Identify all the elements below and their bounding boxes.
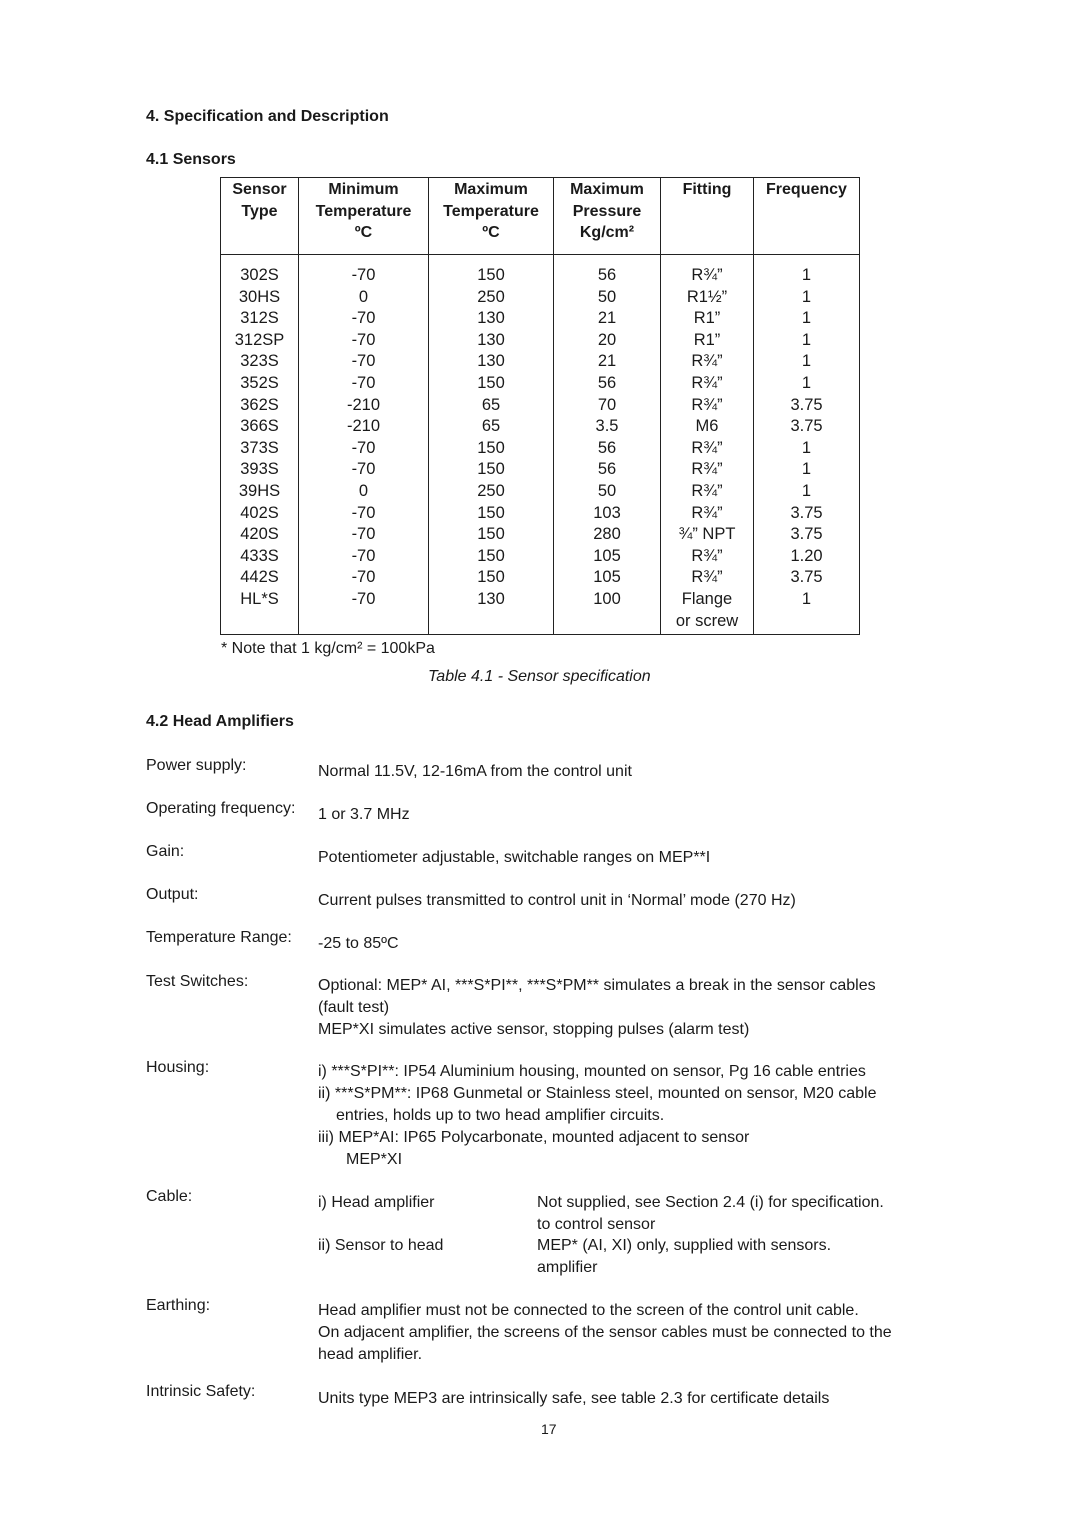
table-cell: 103 [554,503,661,525]
table-cell: 130 [429,330,554,352]
temperature-range-label: Temperature Range: [146,929,292,946]
table-cell: 56 [554,373,661,395]
table-cell: 323S [221,351,299,373]
output-label: Output: [146,886,199,903]
table-row [221,567,860,589]
table-cell: -70 [299,308,429,330]
table-cell: -70 [299,351,429,373]
table-cell: 302S [221,255,299,287]
unit-note: * Note that 1 kg/cm² = 100kPa [221,640,435,657]
table-row [221,287,860,309]
table-cell: 150 [429,524,554,546]
header-text: Minimum [328,181,399,198]
table-row [221,416,860,438]
header-text: Temperature [443,202,539,220]
table-cell: R¾” [661,503,754,525]
table-cell: -70 [299,255,429,287]
table-cell: M6 [661,416,754,438]
header-cell [221,178,299,255]
table-cell: 30HS [221,287,299,309]
table-cell: 56 [554,438,661,460]
table-cell: R¾” [661,255,754,287]
table-cell: 65 [429,395,554,417]
table-cell: 0 [299,481,429,503]
table-cell: R¾” [661,567,754,589]
table-cell: 150 [429,255,554,287]
earthing-line-2: On adjacent amplifier, the screens of the sensor cables must be connected to the [318,1324,892,1341]
table-cell: 3.75 [754,395,860,417]
table-cell: 50 [554,481,661,503]
table-row [221,255,860,287]
table-cell: 21 [554,351,661,373]
cable-item-2-desc-2: amplifier [537,1259,598,1276]
header-text: Temperature [315,202,412,220]
table-cell: 150 [429,503,554,525]
table-cell: 39HS [221,481,299,503]
intrinsic-safety-label: Intrinsic Safety: [146,1383,256,1400]
table-cell: -70 [299,503,429,525]
header-text: Pressure [572,202,642,220]
table-cell: -70 [299,567,429,589]
table-cell: 100 [554,589,661,635]
test-switches-label: Test Switches: [146,973,249,990]
table-cell: 366S [221,416,299,438]
table-cell: 3.75 [754,416,860,438]
test-switches-line-1: Optional: MEP* AI, ***S*PI**, ***S*PM** simulates a break in the sensor cables [318,977,876,994]
housing-label: Housing: [146,1059,210,1076]
table-cell: R¾” [661,373,754,395]
table-caption: Table 4.1 - Sensor specification [428,668,651,685]
power-supply-value: Normal 11.5V, 12-16mA from the control unit [318,763,632,780]
table-cell: 3.75 [754,524,860,546]
table-cell: R1” [661,308,754,330]
table-cell: 433S [221,546,299,568]
table-cell: 150 [429,567,554,589]
table-cell: R1” [661,330,754,352]
table-cell: R¾” [661,481,754,503]
cable-item-1-desc-1: Not supplied, see Section 2.4 (i) for specification. [537,1194,884,1211]
header-text: Frequency [766,181,847,198]
intrinsic-safety-value: Units type MEP3 are intrinsically safe, see table 2.3 for certificate details [318,1390,830,1407]
table-row [221,503,860,525]
header-text: ºC [354,224,373,241]
table-cell: 312S [221,308,299,330]
table-row [221,589,860,635]
table-cell: -70 [299,589,429,635]
table-cell: 130 [429,351,554,373]
table-cell: 312SP [221,330,299,352]
table-row [221,351,860,373]
table-cell: 105 [554,567,661,589]
table-cell: 70 [554,395,661,417]
table-cell: 0 [299,287,429,309]
header-text: Sensor [232,181,287,198]
table-cell: R¾” [661,395,754,417]
table-cell: -70 [299,373,429,395]
table-cell: 1 [754,351,860,373]
table-cell: -70 [299,546,429,568]
table-cell: 3.5 [554,416,661,438]
table-cell: R1½” [661,287,754,309]
table-cell: 1 [754,459,860,481]
header-text: Type [241,202,278,220]
table-cell: R¾” [661,438,754,460]
table-cell: 65 [429,416,554,438]
earthing-label: Earthing: [146,1297,211,1314]
table-cell: 56 [554,255,661,287]
cable-item-2-label: ii) Sensor to head [318,1237,444,1254]
table-cell: 1 [754,589,860,635]
header-cell [554,178,661,255]
table-cell: 3.75 [754,567,860,589]
table-cell: 362S [221,395,299,417]
table-cell: R¾” [661,351,754,373]
housing-line-5: MEP*XI [346,1151,403,1168]
table-cell: 393S [221,459,299,481]
table-cell: 250 [429,287,554,309]
table-cell: 21 [554,308,661,330]
housing-line-2: ii) ***S*PM**: IP68 Gunmetal or Stainless steel, mounted on sensor, M20 cable [318,1085,877,1102]
header-text: Fitting [682,181,732,198]
temperature-range-value: -25 to 85ºC [318,935,399,952]
housing-line-4: iii) MEP*AI: IP65 Polycarbonate, mounted adjacent to sensor [318,1129,750,1146]
cable-item-1-desc-2: to control sensor [537,1216,656,1233]
earthing-line-1: Head amplifier must not be connected to the screen of the control unit cable. [318,1302,859,1319]
header-cell [429,178,554,255]
sensors-heading: 4.1 Sensors [146,151,236,168]
table-cell: 130 [429,308,554,330]
table-cell: 420S [221,524,299,546]
table-cell: 1 [754,255,860,287]
sensor-specification-table [220,177,860,635]
page-number: 17 [541,1421,557,1437]
table-row [221,546,860,568]
table-cell: 250 [429,481,554,503]
cable-item-1-label: i) Head amplifier [318,1194,435,1211]
table-cell: -70 [299,438,429,460]
gain-value: Potentiometer adjustable, switchable ranges on MEP**I [318,849,711,866]
table-cell: 373S [221,438,299,460]
table-cell: 150 [429,438,554,460]
gain-label: Gain: [146,843,185,860]
table-cell: Flange or screw [661,589,754,635]
amplifiers-heading: 4.2 Head Amplifiers [146,713,294,730]
table-cell: 130 [429,589,554,635]
table-cell: R¾” [661,459,754,481]
header-cell [661,178,754,255]
header-cell [754,178,860,255]
test-switches-line-3: MEP*XI simulates active sensor, stopping pulses (alarm test) [318,1021,750,1038]
table-cell: 442S [221,567,299,589]
table-cell: 150 [429,459,554,481]
operating-frequency-value: 1 or 3.7 MHz [318,806,410,823]
table-cell: 105 [554,546,661,568]
table-cell: 1 [754,373,860,395]
table-cell: 1 [754,481,860,503]
table-cell: ¾” NPT [661,524,754,546]
table-cell: -210 [299,395,429,417]
cable-label: Cable: [146,1188,193,1205]
table-row [221,438,860,460]
table-cell: HL*S [221,589,299,635]
section-title: 4. Specification and Description [146,108,389,125]
header-text: Maximum [454,181,528,198]
table-row [221,524,860,546]
housing-line-1: i) ***S*PI**: IP54 Aluminium housing, mounted on sensor, Pg 16 cable entries [318,1063,866,1080]
cable-item-2-desc-1: MEP* (AI, XI) only, supplied with sensors. [537,1237,832,1254]
earthing-line-3: head amplifier. [318,1346,423,1363]
table-cell: -70 [299,330,429,352]
test-switches-line-2: (fault test) [318,999,390,1016]
table-cell: 150 [429,546,554,568]
table-cell: 50 [554,287,661,309]
table-cell: 1 [754,330,860,352]
output-value: Current pulses transmitted to control unit in ‘Normal’ mode (270 Hz) [318,892,796,909]
table-cell: 402S [221,503,299,525]
table-cell: 1.20 [754,546,860,568]
table-cell: 3.75 [754,503,860,525]
power-supply-label: Power supply: [146,757,247,774]
table-row [221,330,860,352]
table-cell: 1 [754,438,860,460]
table-cell: -210 [299,416,429,438]
header-text: Maximum [570,181,644,198]
table-cell: -70 [299,459,429,481]
table-cell: 20 [554,330,661,352]
table-body [221,255,860,635]
table-header-row [221,178,860,255]
table-row [221,459,860,481]
table-cell: 280 [554,524,661,546]
table-row [221,308,860,330]
table-cell: 352S [221,373,299,395]
housing-line-3: entries, holds up to two head amplifier circuits. [336,1107,665,1124]
table-cell: 1 [754,308,860,330]
table-cell: 150 [429,373,554,395]
table-cell: 1 [754,287,860,309]
operating-frequency-label: Operating frequency: [146,800,296,817]
header-cell [299,178,429,255]
table-cell: -70 [299,524,429,546]
table-cell: 56 [554,459,661,481]
table-cell: R¾” [661,546,754,568]
table-row [221,373,860,395]
table-row [221,481,860,503]
header-text: ºC [482,224,500,241]
header-text: Kg/cm² [579,224,635,241]
table-row [221,395,860,417]
